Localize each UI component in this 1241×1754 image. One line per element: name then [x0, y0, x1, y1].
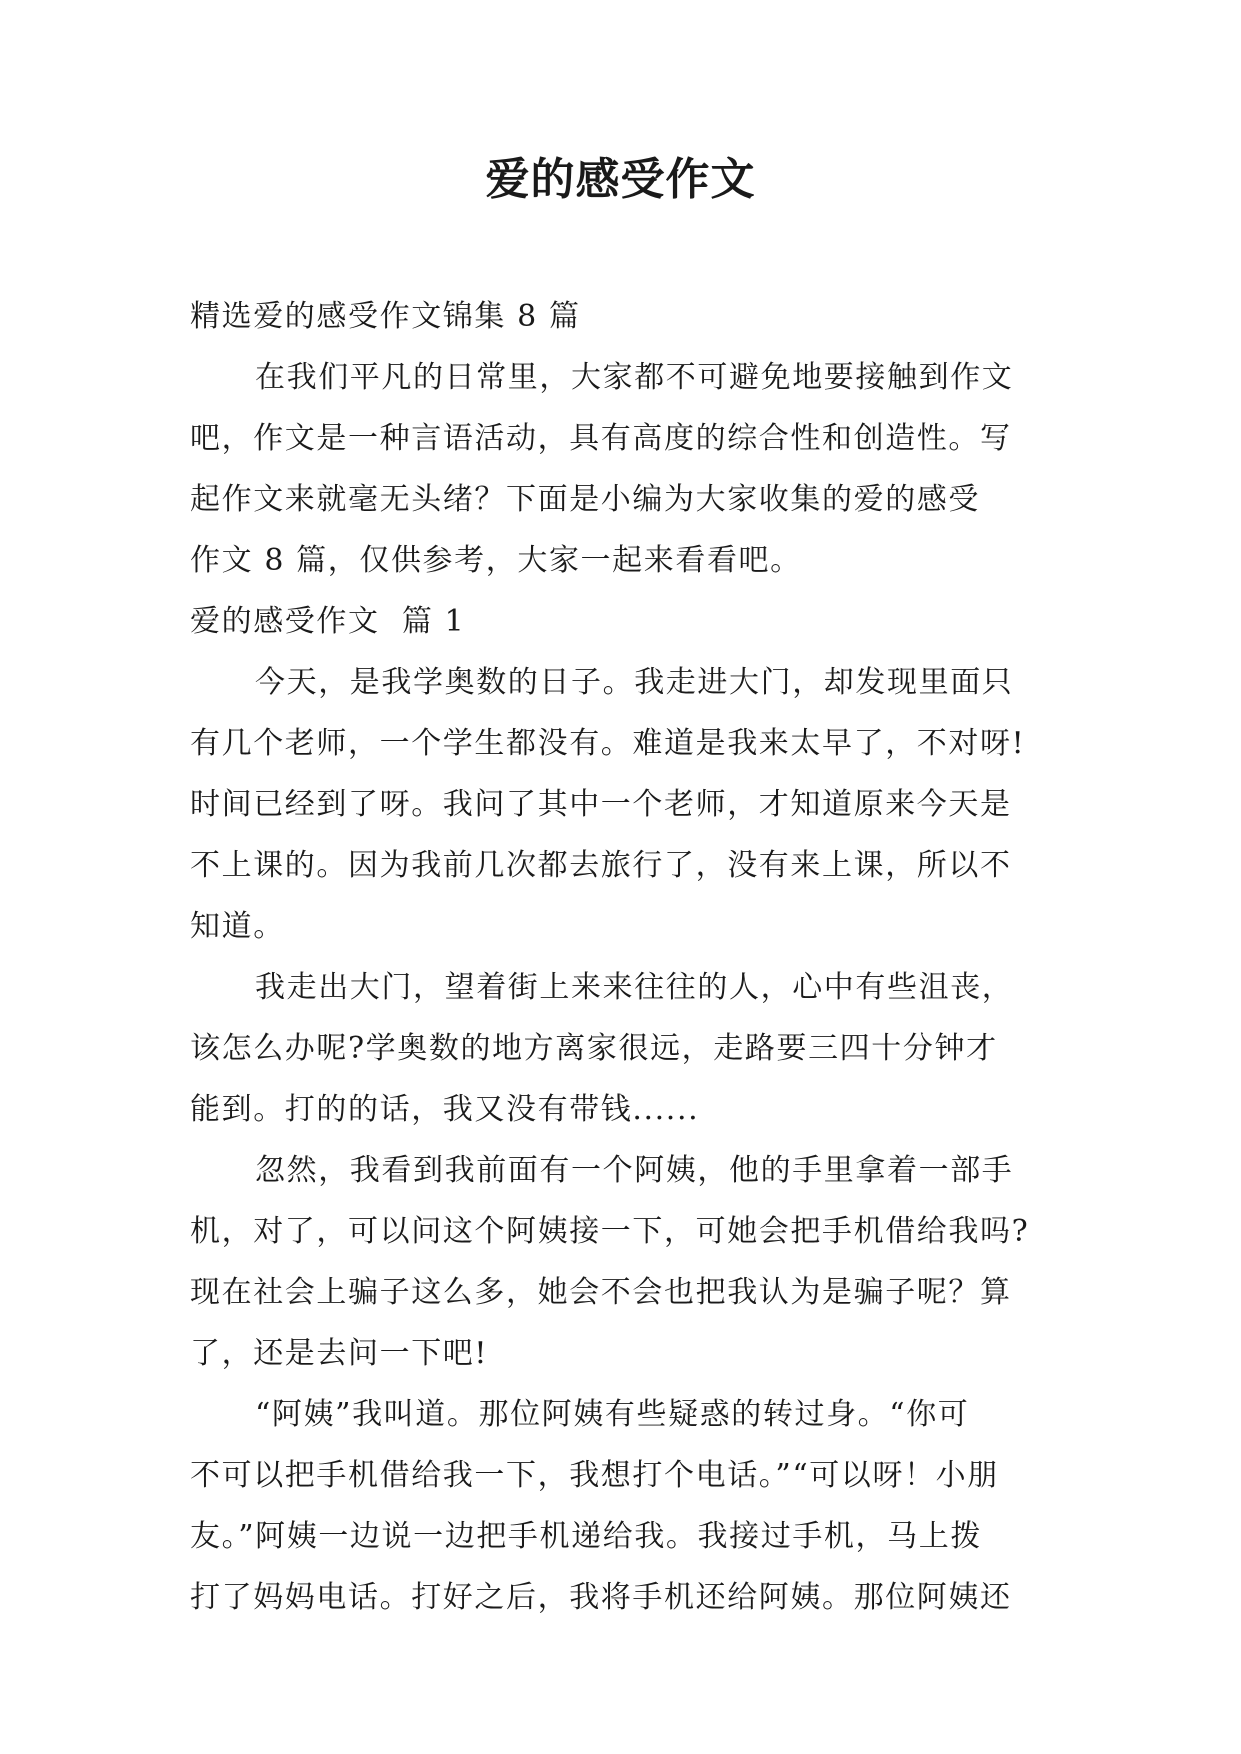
- text-line: 现在社会上骗子这么多，她会不会也把我认为是骗子呢？算: [190, 1275, 1012, 1310]
- text-line: 我走出大门，望着街上来来往往的人，心中有些沮丧，: [255, 970, 1014, 1005]
- text-line: 精选爱的感受作文锦集 8 篇: [190, 299, 581, 334]
- text-line: 忽然，我看到我前面有一个阿姨，他的手里拿着一部手: [255, 1153, 1014, 1188]
- text-line: 知道。: [190, 909, 285, 944]
- text-line: 起作文来就毫无头绪？下面是小编为大家收集的爱的感受: [190, 482, 980, 517]
- text-line: 不可以把手机借给我一下，我想打个电话。”“可以呀！小朋: [190, 1458, 999, 1493]
- text-line: 在我们平凡的日常里，大家都不可避免地要接触到作文: [255, 360, 1014, 395]
- text-line: 了，还是去问一下吧!: [190, 1336, 489, 1371]
- text-line: 能到。打的的话，我又没有带钱......: [190, 1092, 700, 1127]
- text-line: 不上课的。因为我前几次都去旅行了，没有来上课，所以不: [190, 848, 1012, 883]
- text-line: 打了妈妈电话。打好之后，我将手机还给阿姨。那位阿姨还: [190, 1580, 1012, 1615]
- text-line: “阿姨”我叫道。那位阿姨有些疑惑的转过身。“你可: [255, 1397, 970, 1432]
- text-line: 作文 8 篇，仅供参考，大家一起来看看吧。: [190, 543, 802, 578]
- document-title: 爱的感受作文: [485, 154, 756, 205]
- text-line: 今天，是我学奥数的日子。我走进大门，却发现里面只: [255, 665, 1014, 700]
- text-line: 吧，作文是一种言语活动，具有高度的综合性和创造性。写: [190, 421, 1012, 456]
- text-line: 爱的感受作文 篇 1: [190, 604, 466, 639]
- text-line: 时间已经到了呀。我问了其中一个老师，才知道原来今天是: [190, 787, 1012, 822]
- text-line: 有几个老师，一个学生都没有。难道是我来太早了，不对呀!: [190, 726, 1026, 761]
- document-body: [190, 286, 1060, 1628]
- text-line: 该怎么办呢?学奥数的地方离家很远，走路要三四十分钟才: [190, 1031, 998, 1066]
- text-line: 友。”阿姨一边说一边把手机递给我。我接过手机，马上拨: [190, 1519, 982, 1554]
- text-line: 机，对了，可以问这个阿姨接一下，可她会把手机借给我吗?: [190, 1214, 1030, 1249]
